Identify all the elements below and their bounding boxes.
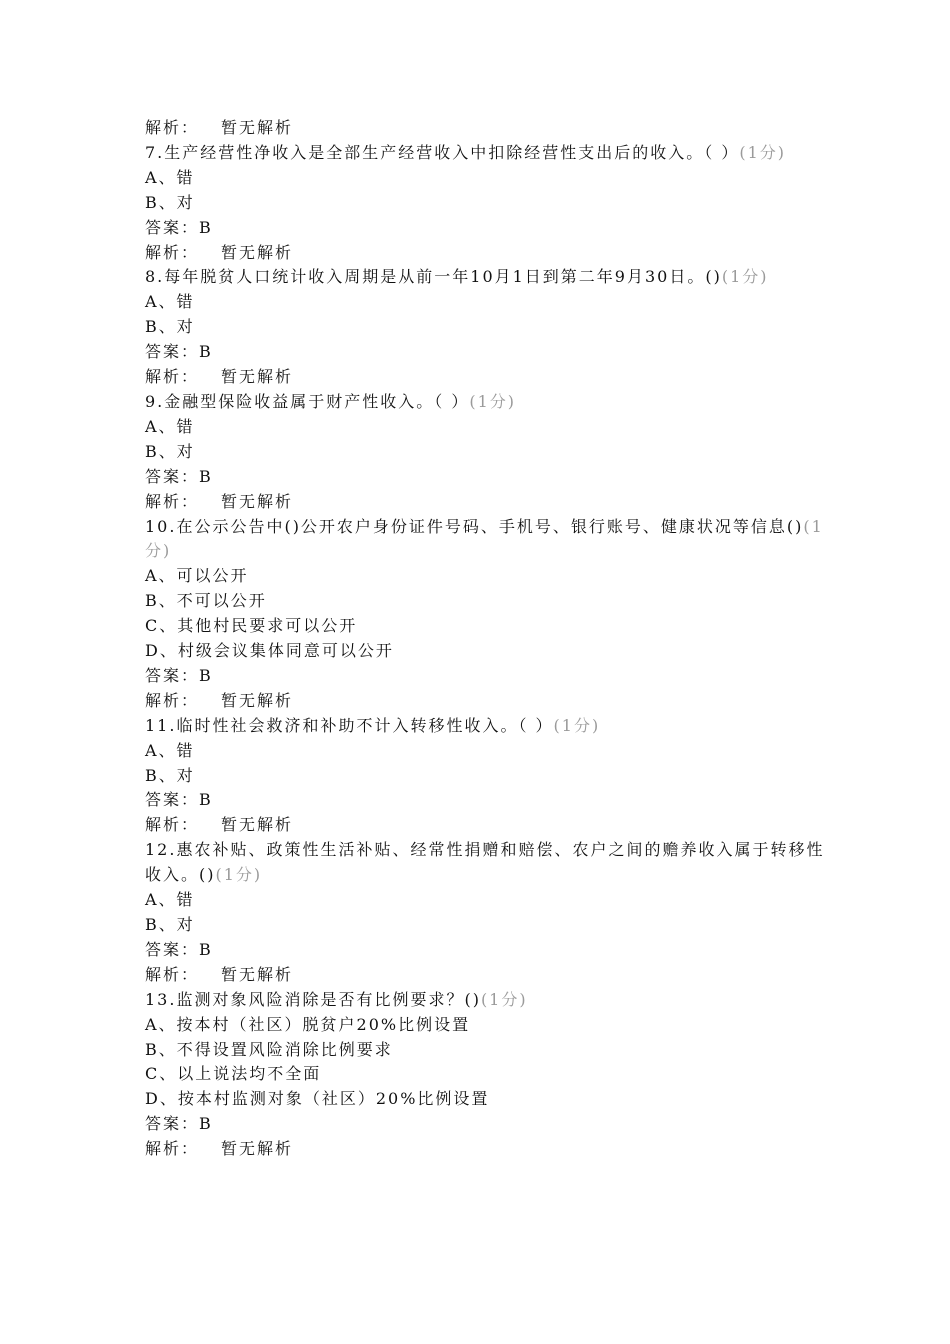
- question-score: (1分): [215, 865, 263, 885]
- analysis-text: 暂无解析: [221, 118, 294, 137]
- document-page: [145, 116, 825, 1162]
- analysis-line: 解析： 暂无解析: [145, 815, 294, 835]
- question-score: (1分): [739, 142, 787, 162]
- answer-line: 答案：B: [145, 217, 213, 237]
- analysis-line: 解析： 暂无解析: [145, 491, 294, 511]
- option: A、错: [145, 740, 195, 760]
- option: A、错: [145, 292, 195, 312]
- answer-line: 答案：B: [145, 665, 213, 685]
- analysis-line: 解析： 暂无解析: [145, 367, 294, 387]
- question-block: [145, 988, 825, 1162]
- question-block: [145, 390, 825, 515]
- option: A、按本村（社区）脱贫户20%比例设置: [145, 1014, 471, 1034]
- question-block: [145, 714, 825, 839]
- answer-value: B: [199, 790, 213, 810]
- analysis-line: 解析： 暂无解析: [145, 1139, 294, 1159]
- question-block: [145, 515, 825, 714]
- answer-value: B: [199, 665, 213, 685]
- analysis-line: 解析： 暂无解析: [145, 964, 294, 984]
- intro-analysis: [145, 116, 825, 141]
- option: B、对: [145, 317, 195, 337]
- analysis-line: 解析： 暂无解析: [145, 690, 294, 710]
- option: A、错: [145, 167, 195, 187]
- question-stem: 13.监测对象风险消除是否有比例要求？()(1分): [145, 989, 528, 1009]
- option: B、对: [145, 915, 195, 934]
- question-stem: 9.金融型保险收益属于财产性收入。（ ）(1分): [145, 391, 517, 411]
- question-block: [145, 141, 825, 266]
- answer-value: B: [199, 217, 213, 237]
- answer-value: B: [199, 466, 213, 486]
- option: D、村级会议集体同意可以公开: [145, 641, 394, 661]
- answer-line: 答案：B: [145, 1114, 213, 1134]
- option: A、可以公开: [145, 566, 249, 586]
- option: D、按本村监测对象（社区）20%比例设置: [145, 1089, 490, 1109]
- question-stem: 12.惠农补贴、政策性生活补贴、经常性捐赠和赔偿、农户之间的赡养收入属于转移性收入。()(1分): [145, 840, 825, 885]
- option: B、对: [145, 192, 195, 212]
- answer-line: 答案：B: [145, 342, 213, 362]
- option: B、不可以公开: [145, 591, 267, 611]
- option: A、错: [145, 890, 195, 910]
- option: B、对: [145, 441, 195, 461]
- question-score: (1分): [721, 267, 769, 287]
- answer-line: 答案：B: [145, 790, 213, 810]
- question-block: [145, 265, 825, 390]
- question-block: [145, 838, 825, 987]
- question-score: (1分): [553, 715, 601, 735]
- answer-line: 答案：B: [145, 939, 213, 959]
- option: B、对: [145, 765, 195, 785]
- answer-line: 答案：B: [145, 466, 213, 486]
- option: B、不得设置风险消除比例要求: [145, 1039, 393, 1059]
- question-score: (1分): [145, 516, 824, 561]
- analysis-label: 解析：: [145, 118, 200, 137]
- analysis-line: 解析： 暂无解析: [145, 242, 294, 262]
- question-stem: 8.每年脱贫人口统计收入周期是从前一年10月1日到第二年9月30日。()(1分): [145, 267, 769, 287]
- question-stem: 10.在公示公告中()公开农户身份证件号码、手机号、银行账号、健康状况等信息()(1分): [145, 516, 824, 561]
- option: C、以上说法均不全面: [145, 1064, 322, 1084]
- question-score: (1分): [469, 391, 517, 411]
- answer-value: B: [199, 939, 213, 959]
- option: C、其他村民要求可以公开: [145, 616, 358, 636]
- question-stem: 11.临时性社会救济和补助不计入转移性收入。（ ）(1分): [145, 715, 601, 735]
- option: A、错: [145, 416, 195, 436]
- answer-value: B: [199, 342, 213, 362]
- answer-value: B: [199, 1114, 213, 1134]
- question-stem: 7.生产经营性净收入是全部生产经营收入中扣除经营性支出后的收入。（ ）(1分): [145, 142, 787, 162]
- question-score: (1分): [480, 989, 528, 1009]
